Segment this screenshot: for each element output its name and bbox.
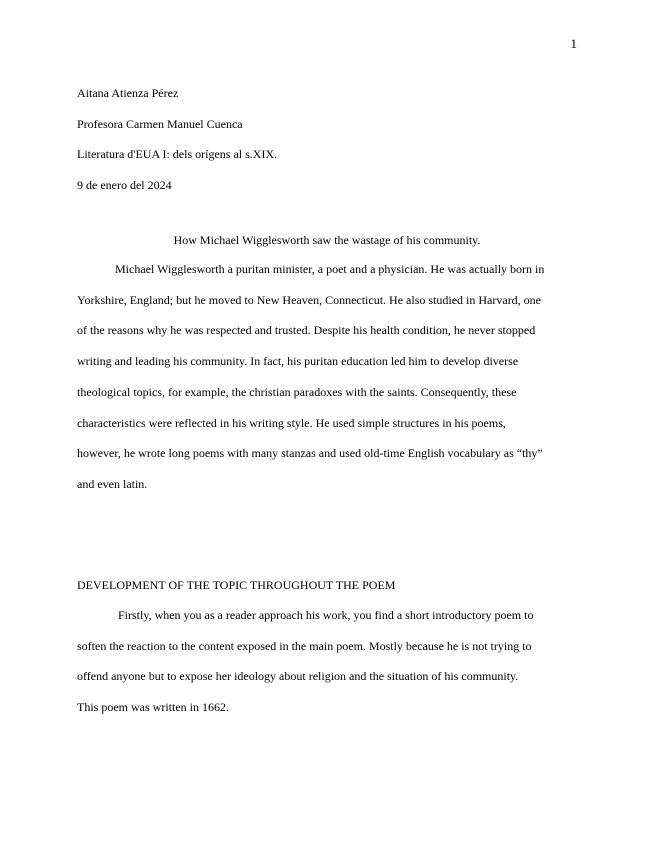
essay-title: How Michael Wigglesworth saw the wastage of his community. [173,233,481,247]
document-date: 9 de enero del 2024 [77,177,172,192]
paragraph-line: This poem was written in 1662. [77,700,229,715]
section-heading: DEVELOPMENT OF THE TOPIC THROUGHOUT THE POEM [77,578,396,592]
paragraph-line: writing and leading his community. In fact, his puritan education led him to develop diverse [77,354,519,369]
paragraph-line: Michael Wigglesworth a puritan minister, a poet and a physician. He was actually born in [115,262,545,276]
paragraph-line: however, he wrote long poems with many stanzas and used old-time English vocabulary as “thy” [77,446,543,461]
paragraph-line: of the reasons why he was respected and trusted. Despite his health condition, he never stopped [77,323,536,338]
paragraph-introduction [77,254,577,500]
page-number: 1 [570,36,577,51]
author-name: Aitana Atienza Pérez [77,86,179,100]
paragraph-line: characteristics were reflected in his writing style. He used simple structures in his poems, [77,415,506,430]
document-header [77,78,577,200]
paragraph-line: Yorkshire, England; but he moved to New Heaven, Connecticut. He also studied in Harvard, one [77,292,542,307]
course-name: Literatura d'EUA I: dels orígens al s.XIX. [77,147,278,161]
paragraph-line: theological topics, for example, the christian paradoxes with the saints. Consequently, these [77,384,517,399]
paragraph-line: Firstly, when you as a reader approach his work, you find a short introductory poem to [118,608,534,622]
paragraph-line: offend anyone but to expose her ideology about religion and the situation of his community. [77,669,519,684]
paragraph-line: and even latin. [77,476,148,491]
paragraph-development [77,600,577,723]
professor-name: Profesora Carmen Manuel Cuenca [77,116,243,131]
paragraph-line: soften the reaction to the content exposed in the main poem. Mostly because he is not trying to [77,638,532,653]
